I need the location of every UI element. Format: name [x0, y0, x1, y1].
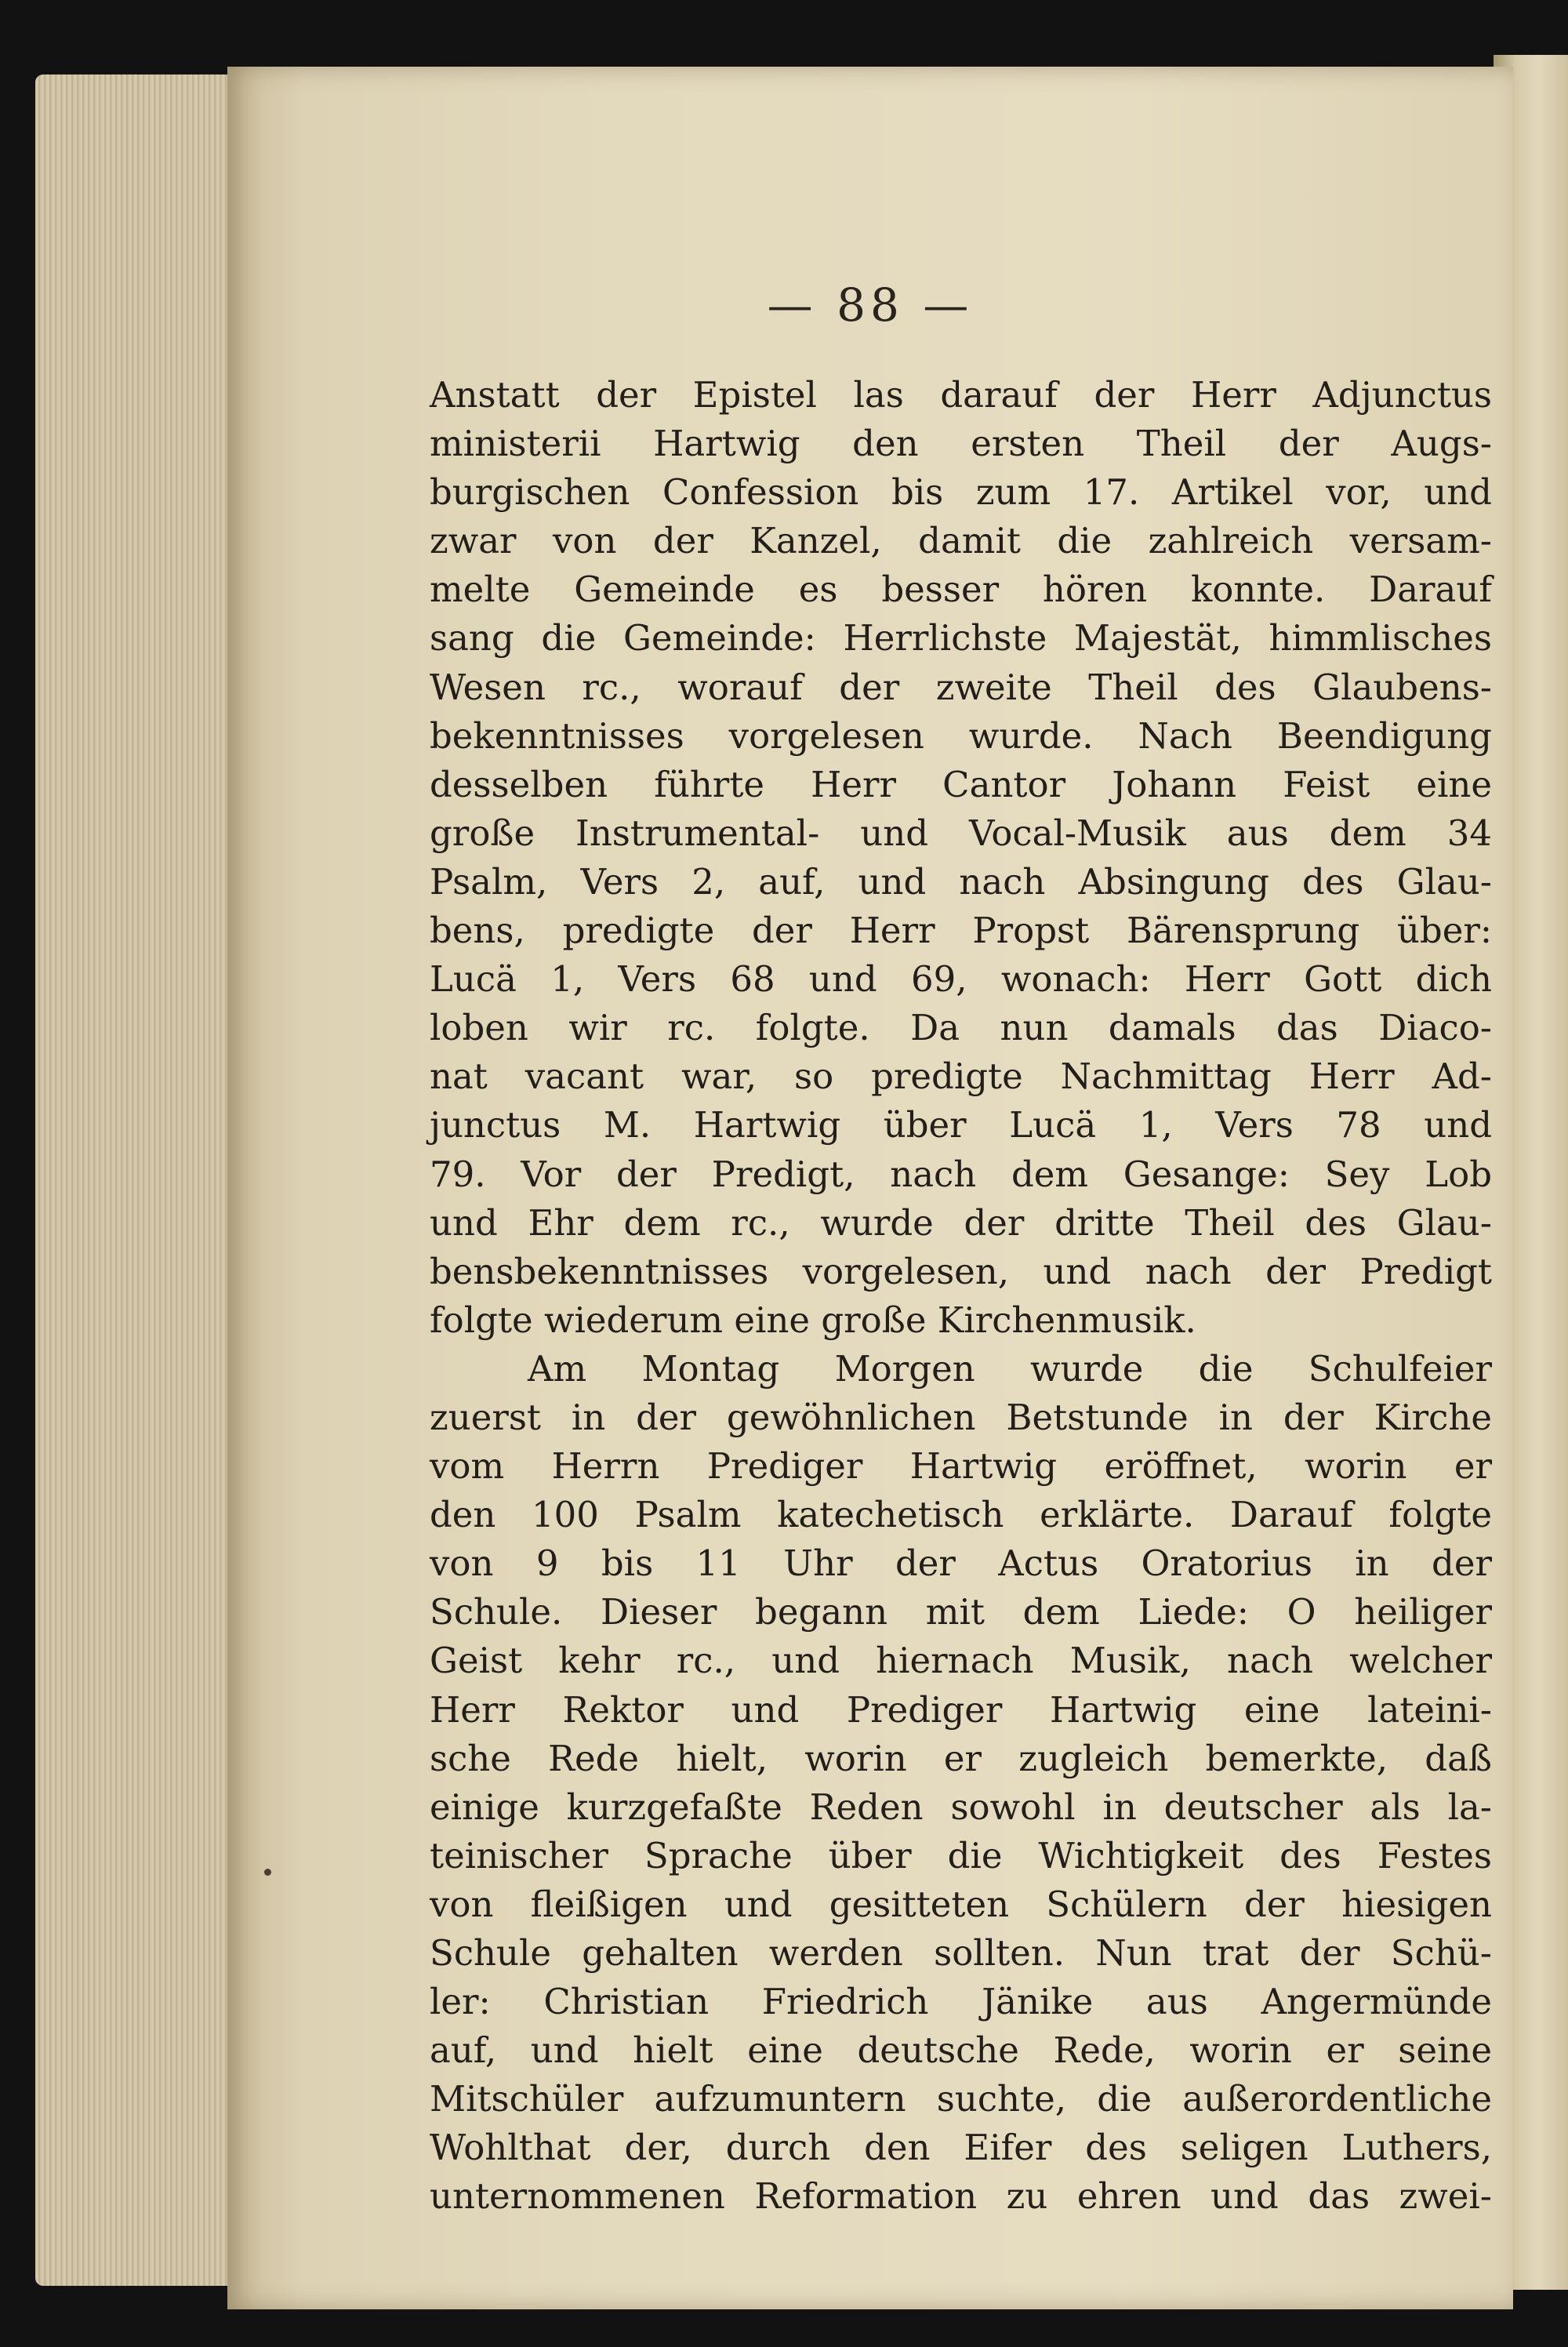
text-line: Geist kehr rc., und hiernach Musik, nach welcher	[430, 1640, 1492, 1682]
page-number: — 88 —	[767, 278, 974, 332]
text-line: folgte wiederum eine große Kirchenmusik.	[430, 1299, 1196, 1341]
text-line: Schule gehalten werden sollten. Nun trat der Schü-	[430, 1932, 1492, 1974]
text-line: Wohlthat der, durch den Eifer des seligen Luthers,	[430, 2127, 1492, 2169]
text-line: ministerii Hartwig den ersten Theil der Augs-	[430, 423, 1492, 465]
text-line: große Instrumental- und Vocal-Musik aus dem 34	[430, 812, 1492, 854]
text-line: junctus M. Hartwig über Lucä 1, Vers 78 und	[430, 1104, 1492, 1146]
body-text	[430, 371, 1492, 2222]
text-line: bekenntnisses vorgelesen wurde. Nach Beendigung	[430, 714, 1492, 757]
text-line: desselben führte Herr Cantor Johann Feist eine	[430, 763, 1492, 805]
text-line: den 100 Psalm katechetisch erklärte. Darauf folgte	[430, 1494, 1492, 1536]
text-line: bensbekenntnisses vorgelesen, und nach der Predigt	[430, 1250, 1492, 1292]
text-line: einige kurzgefaßte Reden sowohl in deutscher als la-	[430, 1786, 1492, 1828]
text-line: ler: Christian Friedrich Jänike aus Angermünde	[430, 1981, 1492, 2023]
ink-speck	[264, 1869, 271, 1876]
text-line: von 9 bis 11 Uhr der Actus Oratorius in der	[430, 1542, 1492, 1585]
text-line: sang die Gemeinde: Herrlichste Majestät, himmlisches	[430, 617, 1492, 659]
book-page	[227, 67, 1513, 2309]
text-line: Anstatt der Epistel las darauf der Herr Adjunctus	[430, 374, 1492, 416]
text-line: und Ehr dem rc., wurde der dritte Theil des Glau-	[430, 1201, 1492, 1244]
text-line: Am Montag Morgen wurde die Schulfeier	[528, 1347, 1492, 1390]
text-line: bens, predigte der Herr Propst Bärensprung über:	[430, 910, 1492, 952]
text-line: Mitschüler aufzumuntern suchte, die außerordentliche	[430, 2078, 1492, 2120]
text-line: nat vacant war, so predigte Nachmittag Herr Ad-	[430, 1055, 1492, 1098]
page-stack-left	[35, 74, 247, 2286]
text-line: melte Gemeinde es besser hören konnte. Darauf	[430, 569, 1492, 611]
text-line: zuerst in der gewöhnlichen Betstunde in der Kirche	[430, 1396, 1492, 1438]
text-line: vom Herrn Prediger Hartwig eröffnet, worin er	[430, 1445, 1492, 1488]
text-line: teinischer Sprache über die Wichtigkeit des Festes	[430, 1834, 1492, 1877]
text-line: Psalm, Vers 2, auf, und nach Absingung des Glau-	[430, 860, 1492, 903]
text-line: unternommenen Reformation zu ehren und das zwei-	[430, 2175, 1492, 2218]
text-line: auf, und hielt eine deutsche Rede, worin er seine	[430, 2029, 1492, 2072]
text-line: zwar von der Kanzel, damit die zahlreich versam-	[430, 520, 1492, 562]
text-line: sche Rede hielt, worin er zugleich bemerkte, daß	[430, 1737, 1492, 1779]
text-line: Schule. Dieser begann mit dem Liede: O heiliger	[430, 1591, 1492, 1633]
text-line: 79. Vor der Predigt, nach dem Gesange: Sey Lob	[430, 1153, 1492, 1195]
text-line: Wesen rc., worauf der zweite Theil des Glaubens-	[430, 666, 1492, 708]
text-line: von fleißigen und gesitteten Schülern der hiesigen	[430, 1883, 1492, 1925]
text-line: Lucä 1, Vers 68 und 69, wonach: Herr Gott dich	[430, 958, 1492, 1001]
text-line: burgischen Confession bis zum 17. Artikel vor, und	[430, 471, 1492, 514]
text-line: loben wir rc. folgte. Da nun damals das Diaco-	[430, 1007, 1492, 1049]
text-line: Herr Rektor und Prediger Hartwig eine lateini-	[430, 1688, 1492, 1731]
